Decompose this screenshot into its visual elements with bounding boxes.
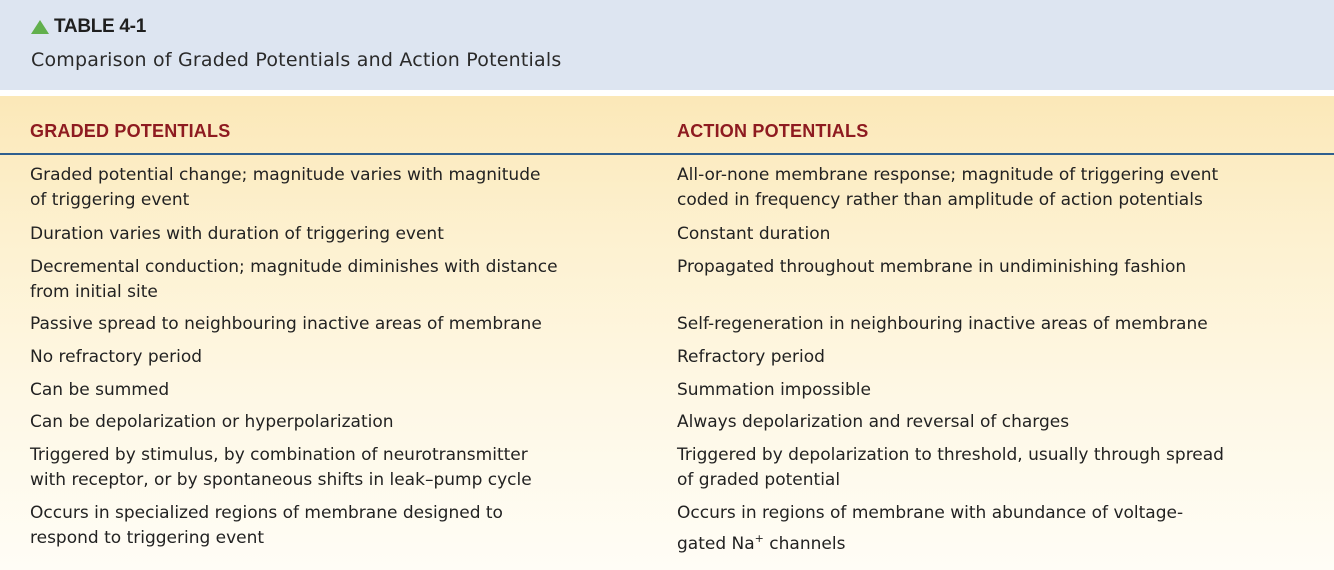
cell-line: of triggering event — [30, 190, 190, 210]
cell-action — [677, 443, 1224, 493]
cell-graded — [30, 255, 558, 305]
table-caption: Comparison of Graded Potentials and Action Potentials — [31, 49, 562, 71]
cell-text: channels — [763, 534, 846, 554]
cell-line: Always depolarization and reversal of charges — [677, 412, 1070, 432]
cell-line: Refractory period — [677, 347, 825, 367]
cell-action — [677, 345, 825, 370]
cell-line: Occurs in regions of membrane with abundance of voltage- — [677, 503, 1184, 523]
cell-action — [677, 501, 1183, 557]
cell-line: No refractory period — [30, 347, 203, 367]
cell-line: Triggered by depolarization to threshold, usually through spread — [677, 445, 1224, 465]
cell-line: Propagated throughout membrane in undiminishing fashion — [677, 257, 1187, 277]
triangle-icon — [31, 20, 49, 34]
cell-line: Duration varies with duration of triggering event — [30, 224, 444, 244]
cell-action — [677, 410, 1069, 435]
cell-line: from initial site — [30, 282, 158, 302]
cell-action — [677, 255, 1186, 280]
cell-line: Graded potential change; magnitude varies with magnitude — [30, 165, 541, 185]
cell-graded — [30, 378, 169, 403]
superscript: + — [754, 532, 764, 545]
cell-line — [677, 526, 1183, 557]
cell-text: gated Na — [677, 534, 755, 554]
cell-line: Can be summed — [30, 380, 170, 400]
column-header-graded: GRADED POTENTIALS — [30, 121, 231, 141]
cell-line: Decremental conduction; magnitude diminishes with distance — [30, 257, 558, 277]
cell-graded — [30, 163, 540, 213]
cell-graded — [30, 222, 444, 247]
cell-line: of graded potential — [677, 470, 841, 490]
cell-line: Occurs in specialized regions of membrane designed to — [30, 503, 503, 523]
cell-line: with receptor, or by spontaneous shifts in leak–pump cycle — [30, 470, 532, 490]
cell-action — [677, 378, 871, 403]
cell-action — [677, 222, 830, 247]
cell-graded — [30, 501, 503, 551]
cell-line: coded in frequency rather than amplitude of action potentials — [677, 190, 1203, 210]
table-header — [0, 0, 1334, 90]
cell-action — [677, 163, 1218, 213]
cell-action — [677, 312, 1208, 337]
cell-line: Self-regeneration in neighbouring inactive areas of membrane — [677, 314, 1208, 334]
table-label: TABLE 4-1 — [54, 16, 146, 37]
cell-line: Triggered by stimulus, by combination of neurotransmitter — [30, 445, 528, 465]
header-rule — [0, 153, 1334, 155]
cell-line: Summation impossible — [677, 380, 871, 400]
cell-line: All-or-none membrane response; magnitude of triggering event — [677, 165, 1219, 185]
cell-line: Constant duration — [677, 224, 831, 244]
cell-graded — [30, 345, 202, 370]
cell-graded — [30, 410, 394, 435]
column-header-action: ACTION POTENTIALS — [677, 121, 869, 141]
cell-line: respond to triggering event — [30, 528, 265, 548]
cell-graded — [30, 443, 532, 493]
cell-graded — [30, 312, 542, 337]
cell-line: Can be depolarization or hyperpolarization — [30, 412, 394, 432]
cell-line: Passive spread to neighbouring inactive areas of membrane — [30, 314, 542, 334]
